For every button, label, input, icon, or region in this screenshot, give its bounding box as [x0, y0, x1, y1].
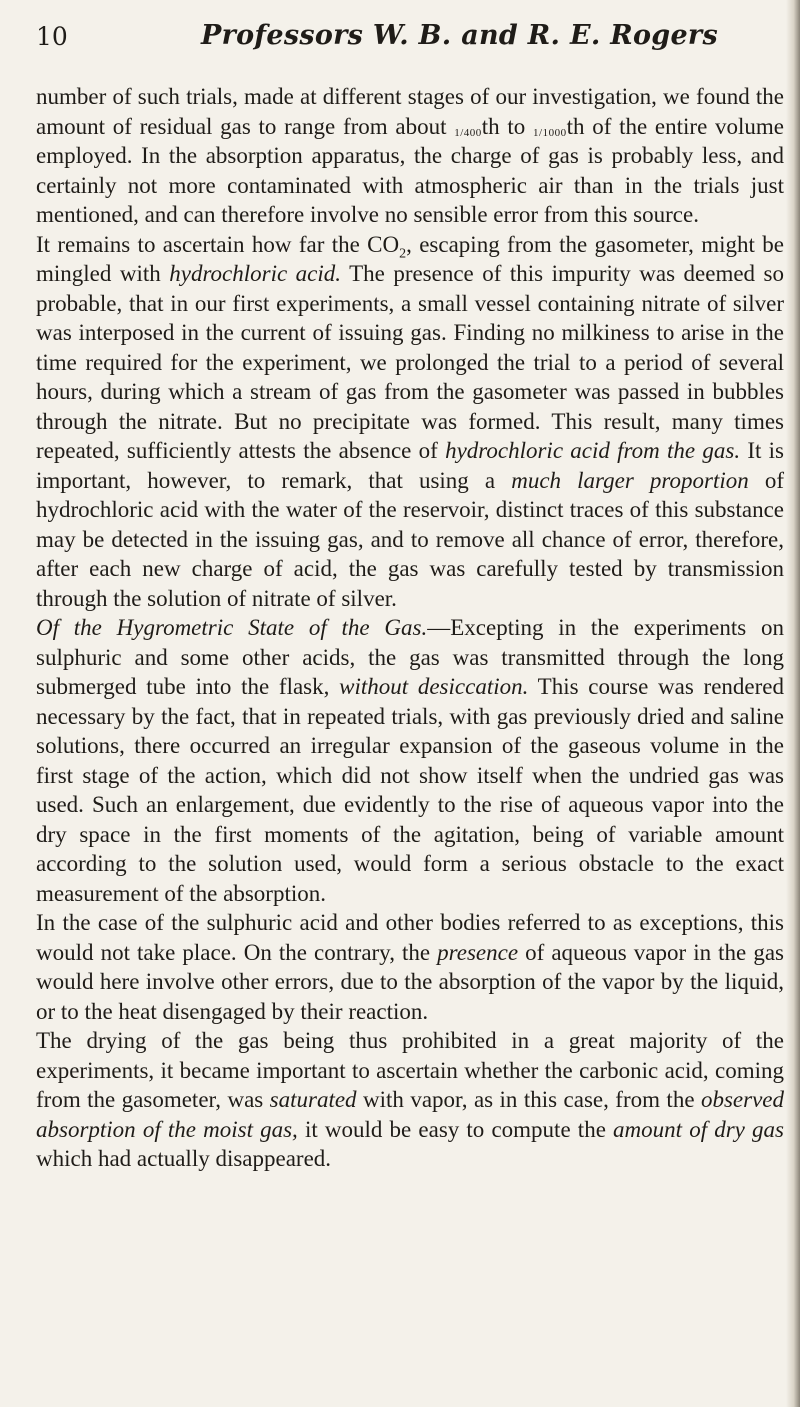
text-run: The presence of this impurity was deemed so probable, that in our first experiments, a small vessel containing nitrate of silver was interposed in the current of issuing gas. Finding no milkiness to arise in the time required for the experiment, we prolonged the trial to a period of several hours, during which a stream of gas from the gasometer was passed in bubbles through the nitrate. But no precipitate was formed. This result, many times repeated, sufficiently attests the absence of: [36, 261, 784, 463]
text-run: number of such trials, made at different stages of our investigation, we found the amount of residual gas to range from about: [36, 84, 784, 139]
text-run: The drying of the gas being thus prohibited in a great majority of the experiments, it became important to ascertain whether the carbonic acid, coming from the gasometer, was: [36, 1028, 784, 1112]
text-run: It remains to ascertain how far the CO: [36, 231, 400, 257]
italic-text: Of the Hygrometric State of the Gas.: [36, 615, 428, 640]
subscript: 2: [399, 246, 407, 262]
italic-text: presence: [437, 939, 519, 965]
text-run: of hydrochloric acid with the water of the reservoir, distinct traces of this substance may be detected in the issuing gas, and to remove all chance of error, therefore, after each new charge of acid, the gas was carefully tested by transmission through the solution of nitrate of silver.: [36, 467, 784, 611]
paragraph: [36, 82, 784, 230]
text-run: In the case of the sulphuric acid and other bodies referred to as exceptions, this would not take place. On the contrary, the: [36, 910, 784, 965]
text-run: , escaping from the gasometer, might be mingled with: [36, 231, 784, 286]
italic-text: much larger proportion: [511, 467, 749, 493]
paragraph: [36, 613, 784, 908]
text-run: of aqueous vapor in the gas would here involve other errors, due to the absorption of the vapor by the liquid, or to the heat disengaged by their reaction.: [36, 939, 784, 1024]
paragraph: [36, 1026, 784, 1174]
paragraph: [36, 908, 784, 1026]
body-text: [36, 82, 784, 1174]
text-run: which had actually disappeared.: [36, 1146, 332, 1171]
text-run: It is important, however, to remark, that using a: [36, 438, 785, 493]
paragraph: [36, 230, 784, 614]
text-run: —Excepting in the experiments on sulphuric and some other acids, the gas was transmitted through the long submerged tube into the flask,: [36, 615, 784, 699]
fraction: 1/1000: [533, 126, 567, 139]
text-run: it would be easy to compute the: [297, 1116, 614, 1142]
running-title: Professors W. B. and R. E. Rogers: [201, 20, 718, 51]
italic-text: observed absorption of the moist gas,: [36, 1087, 784, 1142]
italic-text: saturated: [269, 1087, 357, 1112]
text-run: This course was rendered necessary by the fact, that in repeated trials, with gas previously dried and saline solutions, there occurred an irregular expansion of the gaseous volume in the first stage of the action, which did not show itself when the undried gas was used. Such an enlargement, due evidently to the rise of aqueous vapor into the dry space in the first moments of the agitation, being of variable amount according to the solution used, would form a serious obstacle to the exact measurement of the absorption.: [36, 674, 785, 906]
page-header: [36, 18, 776, 58]
italic-text: hydrochloric acid from the gas.: [445, 438, 741, 463]
italic-text: hydrochloric acid.: [169, 261, 342, 286]
text-run: th to: [481, 113, 534, 139]
page-edge-shadow: [786, 0, 800, 1407]
text-run: th of the entire volume employed. In the absorption apparatus, the charge of gas is probably less, and certainly not more contaminated with atmospheric air than in the trials just mentioned, and can therefore involve no sensible error from this source.: [36, 113, 785, 227]
italic-text: without desiccation.: [339, 674, 529, 699]
page-number: 10: [36, 22, 68, 51]
fraction: 1/400: [454, 126, 482, 139]
text-run: with vapor, as in this case, from the: [356, 1087, 701, 1112]
italic-text: amount of dry gas: [613, 1116, 784, 1142]
